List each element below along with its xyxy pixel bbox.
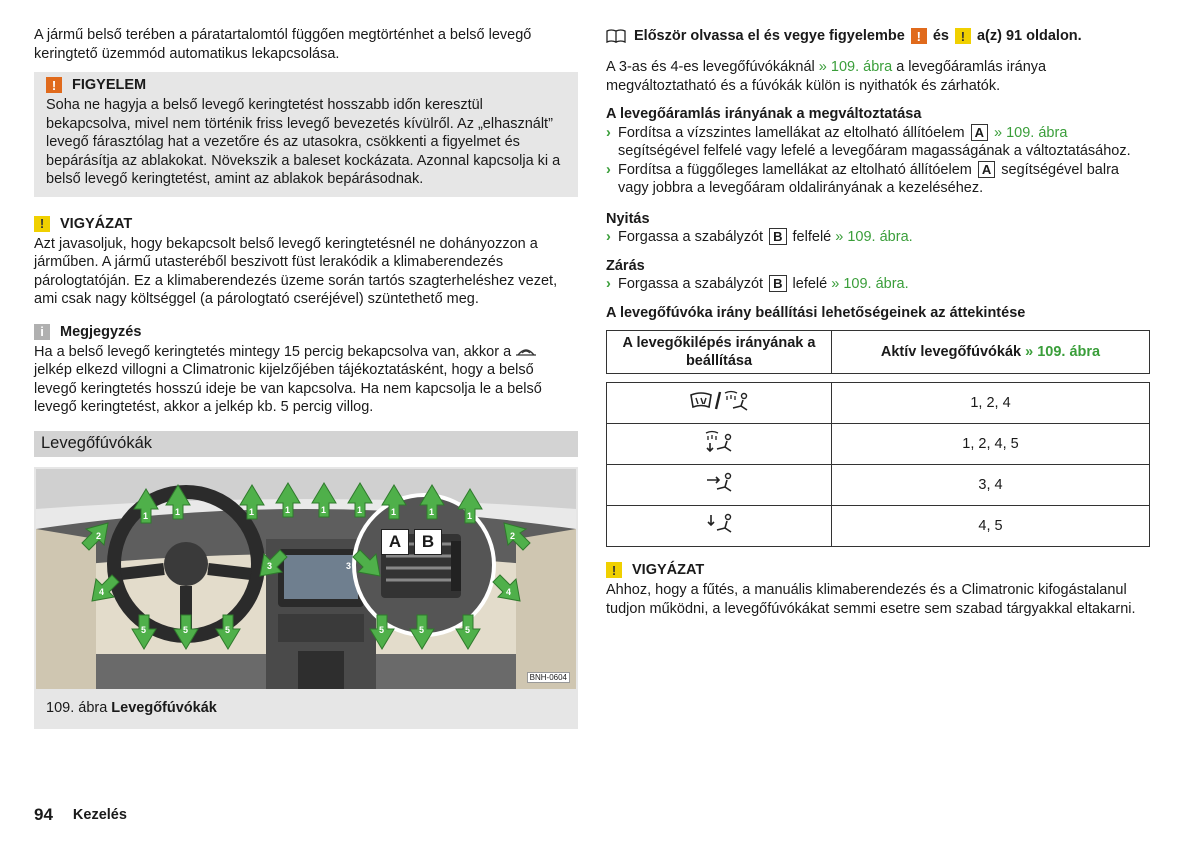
table-cell-value: 1, 2, 4 [832,383,1150,424]
note-text-before: Ha a belső levegő keringtetés mintegy 15 percig bekapcsolva van, akkor a [34,343,512,360]
table-heading: A levegőfúvóka irány beállítási lehetőségeinek az áttekintése [606,304,1026,321]
figure-code: BNH-0604 [527,672,570,683]
intro-paragraph: A jármű belső terében a páratartalomtól függően megtörténhet a belső levegő keringtető üzemmód automatikus lekapcsolása. [34,27,532,62]
bullet-horizontal [606,124,1150,161]
warning-box [34,72,578,197]
caution-title: VIGYÁZAT [60,215,133,232]
left-column [34,26,578,729]
svg-text:1: 1 [143,510,149,521]
note-header [34,321,578,343]
bullet2-text2: segítségével balra vagy jobbra a levegőáram oldalirányának a kezeléséhez. [618,161,1119,196]
close-heading: Zárás [606,257,645,274]
table-row [607,383,1150,424]
figure-109 [34,467,578,729]
open-text2: felfelé [792,229,832,245]
table-row [607,506,1150,547]
key-b: B [769,275,786,292]
bullet-arrow-icon: › [606,161,611,178]
table-cell-value: 1, 2, 4, 5 [832,424,1150,465]
key-a: A [971,124,988,141]
upper-body-icon [607,465,832,506]
key-a: A [978,161,995,178]
note-text-after: jelkép elkezd villogni a Climatronic kijelzőjében tájékoztatásként, hogy a belső levegő keringtetés hosszú ideje be van kapcsolva. Ha nem kapcsolja le a belső levegő keringtetést, akkor a jelkép kb. 5 percig villog. [34,362,542,415]
nozzle-paragraph [606,58,1150,95]
svg-text:1: 1 [249,506,255,517]
figure-number: 109. ábra [46,699,108,716]
table-header-active [832,331,1150,374]
table-row [607,465,1150,506]
warning-title: FIGYELEM [72,77,147,93]
caution-header [34,213,578,235]
svg-text:1: 1 [357,504,363,515]
note-box [34,321,578,417]
svg-text:1: 1 [391,506,397,517]
caution-text: Azt javasoljuk, hogy bekapcsolt belső levegő keringtetésnél ne dohányozzon a járműben. A jármű utasteréből beszivott füst lerakódik a klimaberendezés párologtatóján. Ez a klimaberendezés üzeme során tartós szagterheléshez vezet, ami csak nagy költséggel (a párologtató cseréjével) szüntethető meg. [34,235,558,307]
change-heading: A levegőáramlás irányának a megváltoztatása [606,106,922,122]
svg-text:2: 2 [510,530,516,541]
read-first-part3: a(z) 91 oldalon. [976,28,1082,44]
figure-link[interactable]: » 109. ábra. [831,276,909,292]
svg-text:5: 5 [141,624,147,635]
note-text [34,343,578,417]
svg-text:1: 1 [467,510,473,521]
figure-link[interactable]: » 109. ábra [818,59,893,75]
table-row [607,424,1150,465]
svg-text:5: 5 [419,624,425,635]
svg-text:3: 3 [346,560,352,571]
read-first-part2: és [932,28,949,44]
svg-text:5: 5 [465,624,471,635]
bullet2-text1: Fordítsa a függőleges lamellákat az eltolható állítóelem [618,161,972,178]
bullet-open [606,228,1150,247]
bullet-arrow-icon: › [606,276,611,292]
svg-text:4: 4 [506,586,512,597]
para1-text2: a levegőáramlás iránya megváltoztatható és a fúvókák külön is nyithatók és zárhatók. [606,59,1047,94]
bullet-arrow-icon: › [606,229,611,245]
caution2-title: VIGYÁZAT [632,562,705,578]
chapter-name: Kezelés [72,807,127,823]
svg-text:3: 3 [267,560,273,571]
page-footer [34,805,127,825]
dashboard-svg [36,469,576,689]
figure-label-a: A [381,529,409,555]
caution-icon: ! [606,562,622,578]
nozzle-table [606,330,1150,547]
figure-link[interactable]: » 109. ábra [1025,344,1101,360]
windshield-and-upper-body-icon [607,383,832,424]
warning-header [46,74,566,96]
caution2-text: Ahhoz, hogy a fűtés, a manuális klimaberendezés és a Climatronic kifogástalanul tudjon működni, a levegőfúvókákat semmi esetre sem szabad tárgyakkal eltakarni. [606,582,1136,617]
book-icon [606,29,626,43]
page-number: 94 [34,805,53,824]
feet-icon [607,506,832,547]
open-heading: Nyitás [606,210,650,227]
svg-text:1: 1 [285,504,291,515]
recirculation-icon [515,346,537,358]
windshield-and-feet-icon [607,424,832,465]
read-first-part1: Először olvassa el és vegye figyelembe [634,28,905,44]
warning-text: Soha ne hagyja a belső levegő keringtetést hosszabb időn keresztül bekapcsolva, mivel nem történik friss levegő bevezetés kívülről. Az „elhasznált” levegő fárasztólag hat a vezetőre és az utasokra, csökkenti a figyelmet és bepárásítja az ablakokat. Növekszik a baleset kockázata. Azonnal kapcsolja ki a belső levegő keringtetést, amint az ablakok bepárásodnak. [46,97,561,187]
caution-box [34,213,578,309]
close-text2: lefelé [792,276,828,292]
figure-caption [46,700,217,716]
figure-link[interactable]: » 109. ábra [994,124,1068,141]
section-title: Levegőfúvókák [34,431,578,457]
open-text1: Forgassa a szabályzót [618,229,764,245]
caution-ref-icon: ! [955,28,971,44]
bullet1-text1: Fordítsa a vízszintes lamellákat az eltolható állítóelem [618,124,965,141]
info-icon: i [34,324,50,340]
bullet1-text2: segítségével felfelé vagy lefelé a levegőáram magasságának a változtatásához. [618,143,1131,159]
table-cell-value: 4, 5 [832,506,1150,547]
close-text1: Forgassa a szabályzót [618,276,764,292]
svg-text:1: 1 [175,506,181,517]
key-b: B [769,228,786,245]
svg-text:4: 4 [99,586,105,597]
dashboard-illustration [36,469,576,689]
table-header-direction: A levegőkilépés irányának a beállítása [607,331,832,374]
figure-label-b: B [414,529,442,555]
svg-text:2: 2 [96,530,102,541]
caution2-header [606,559,1150,581]
warning-ref-icon: ! [911,28,927,44]
table-cell-value: 3, 4 [832,465,1150,506]
svg-text:1: 1 [321,504,327,515]
svg-text:5: 5 [379,624,385,635]
svg-text:1: 1 [429,506,435,517]
bullet-vertical [606,161,1150,198]
read-first-line [606,26,1150,46]
bullet-arrow-icon: › [606,124,611,141]
warning-icon: ! [46,77,62,93]
svg-text:5: 5 [225,624,231,635]
right-column [606,26,1150,618]
svg-text:5: 5 [183,624,189,635]
para1-text1: A 3-as és 4-es levegőfúvókáknál [606,59,815,75]
bullet-close [606,275,1150,294]
figure-link[interactable]: » 109. ábra. [835,229,913,245]
caution-icon: ! [34,216,50,232]
caution-box-2 [606,559,1150,618]
table-header-active-text: Aktív levegőfúvókák [880,344,1022,360]
figure-title: Levegőfúvókák [111,699,217,716]
note-title: Megjegyzés [60,323,142,340]
